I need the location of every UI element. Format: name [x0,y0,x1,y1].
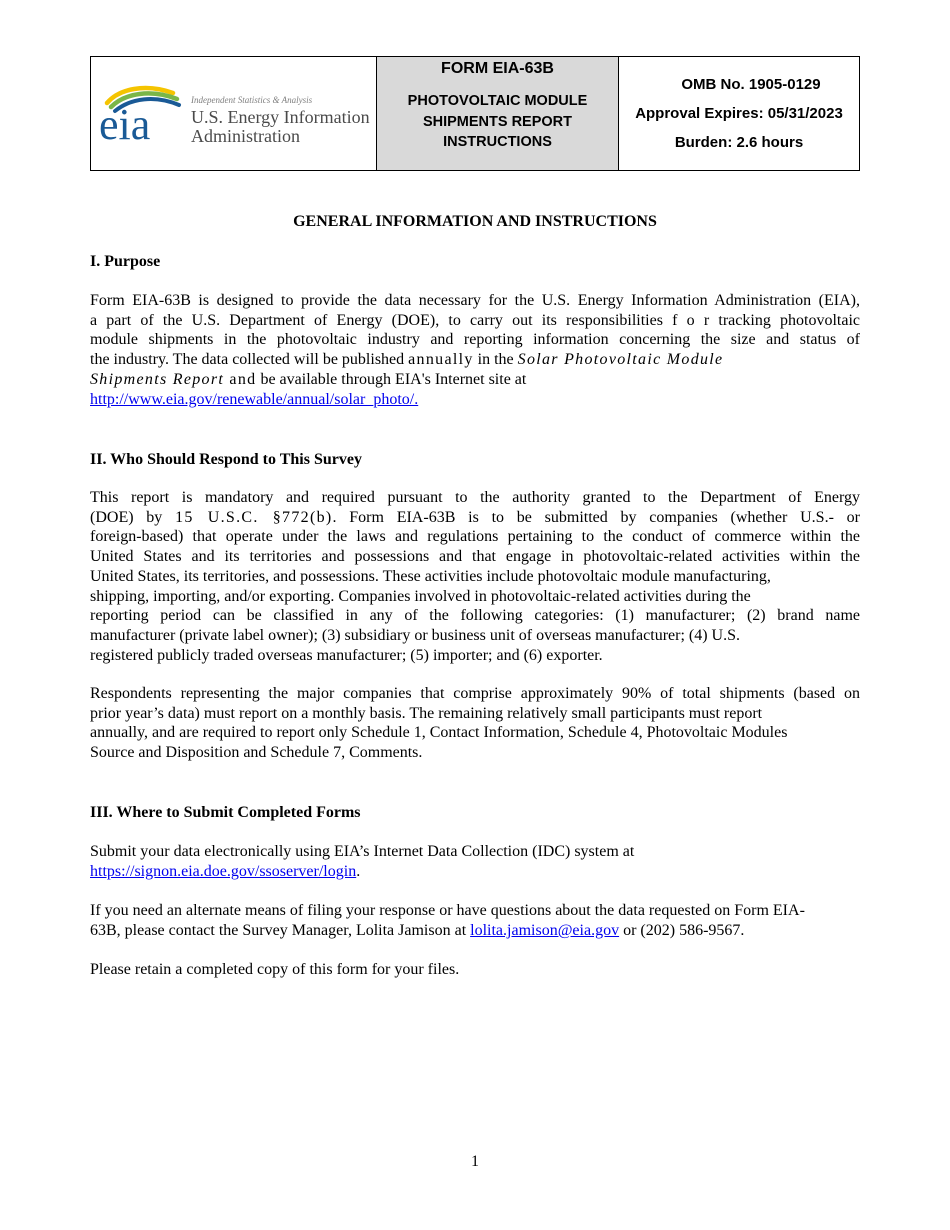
who-paragraph-1 [90,488,860,665]
burden-hours: Burden: 2.6 hours [674,134,804,151]
form-title-line3: INSTRUCTIONS [443,134,552,150]
text-line [90,921,860,941]
text-run: annually [408,351,474,369]
logo-tagline: Independent Statistics & Analysis [191,95,313,105]
omb-number: OMB No. 1905-0129 [681,76,821,93]
text-line: module shipments in the photovoltaic industry and reporting information concerning the size and status of [90,331,860,349]
approval-expires: Approval Expires: 05/31/2023 [635,105,843,122]
legal-citation: 15 U.S.C. §772(b) [175,508,333,526]
text-line: Form EIA-63B is designed to provide the data necessary for the U.S. Energy Information Administration (EIA), [90,292,860,309]
text-line: annually, and are required to report only Schedule 1, Contact Information, Schedule 4, Photovoltaic Modules [90,724,788,742]
section-heading-purpose: I. Purpose [90,253,161,270]
text-line [90,370,860,390]
text-line: Submit your data electronically using EIA’s Internet Data Collection (IDC) system at [90,843,635,860]
text-line: Please retain a completed copy of this form for your files. [90,961,460,978]
eia-logo-cell [91,57,377,170]
text-run: 63B, please contact the Survey Manager, Lolita Jamison at [90,921,471,939]
form-code: FORM EIA-63B [441,60,554,77]
where-paragraph-2 [90,901,860,940]
text-line: Source and Disposition and Schedule 7, Comments. [90,744,423,762]
text-run: the industry. The data collected will be published [90,351,409,369]
who-paragraph-2 [90,684,860,763]
text-line: foreign-based) that operate under the laws and regulations pertaining to the conduct of commerce within the [90,528,860,546]
text-line: United States, its territories, and possessions. These activities include photovoltaic module manufacturing, [90,567,771,585]
agency-name-line1: U.S. Energy Information [191,107,370,127]
text-run: or (202) 586-9567. [619,921,745,939]
text-line: If you need an alternate means of filing your response or have questions about the data requested on Form EIA- [90,902,805,919]
text-line: United States and its territories and possessions and that engage in photovoltaic-related activities within the [90,548,860,566]
agency-name-line2: Administration [191,126,300,146]
omb-cell [619,57,859,170]
page-number: 1 [471,1153,479,1170]
logo-wordmark: eia [99,100,151,143]
text-line [90,390,860,410]
solar-photo-report-link[interactable]: http://www.eia.gov/renewable/annual/solar_photo/. [90,390,419,408]
text-line [90,350,860,370]
text-line: Respondents representing the major companies that comprise approximately 90% of total shipments (based on [90,685,860,702]
text-run: be available through EIA's Internet site at [256,370,527,388]
where-paragraph-1 [90,842,860,881]
text-run: . Form EIA-63B is to be submitted by companies (whether U.S.- or [332,508,860,526]
report-title-italic: Solar Photovoltaic Module [517,351,724,369]
text-line: registered publicly traded overseas manufacturer; (5) importer; and (6) exporter. [90,646,603,664]
form-title-line1: PHOTOVOLTAIC MODULE [407,93,588,109]
form-title-cell [377,57,619,170]
idc-login-link[interactable]: https://signon.eia.doe.gov/ssoserver/login [90,862,357,880]
text-line: manufacturer (private label owner); (3) subsidiary or business unit of overseas manufacturer; (4) U.S. [90,626,741,644]
text-line: reporting period can be classified in any of the following categories: (1) manufacturer; (2) brand name [90,607,860,625]
text-line: a part of the U.S. Department of Energy (DOE), to carry out its responsibilities f o r tracking photovoltaic [90,311,860,329]
text-line: prior year’s data) must report on a monthly basis. The remaining relatively small participants must report [90,704,763,722]
section-heading-where-to-submit: III. Where to Submit Completed Forms [90,804,361,821]
text-line [90,862,860,882]
text-run: . [356,862,361,880]
text-run: and [224,370,257,388]
where-paragraph-3 [90,960,860,980]
report-title-italic: Shipments Report [90,370,225,388]
page-title: GENERAL INFORMATION AND INSTRUCTIONS [293,213,657,230]
survey-manager-email-link[interactable]: lolita.jamison@eia.gov [470,921,620,939]
eia-logo [97,81,187,143]
text-line [90,508,860,528]
text-run: in the [473,351,518,369]
section-heading-who-should-respond: II. Who Should Respond to This Survey [90,451,362,468]
text-line: This report is mandatory and required pursuant to the authority granted to the Department of Energy [90,489,860,506]
text-run: (DOE) by [90,508,176,526]
purpose-paragraph [90,291,860,409]
form-header-table [90,56,860,171]
form-title [377,91,618,153]
form-title-line2: SHIPMENTS REPORT [422,113,573,130]
text-line: shipping, importing, and/or exporting. Companies involved in photovoltaic-related activities during the [90,587,751,605]
